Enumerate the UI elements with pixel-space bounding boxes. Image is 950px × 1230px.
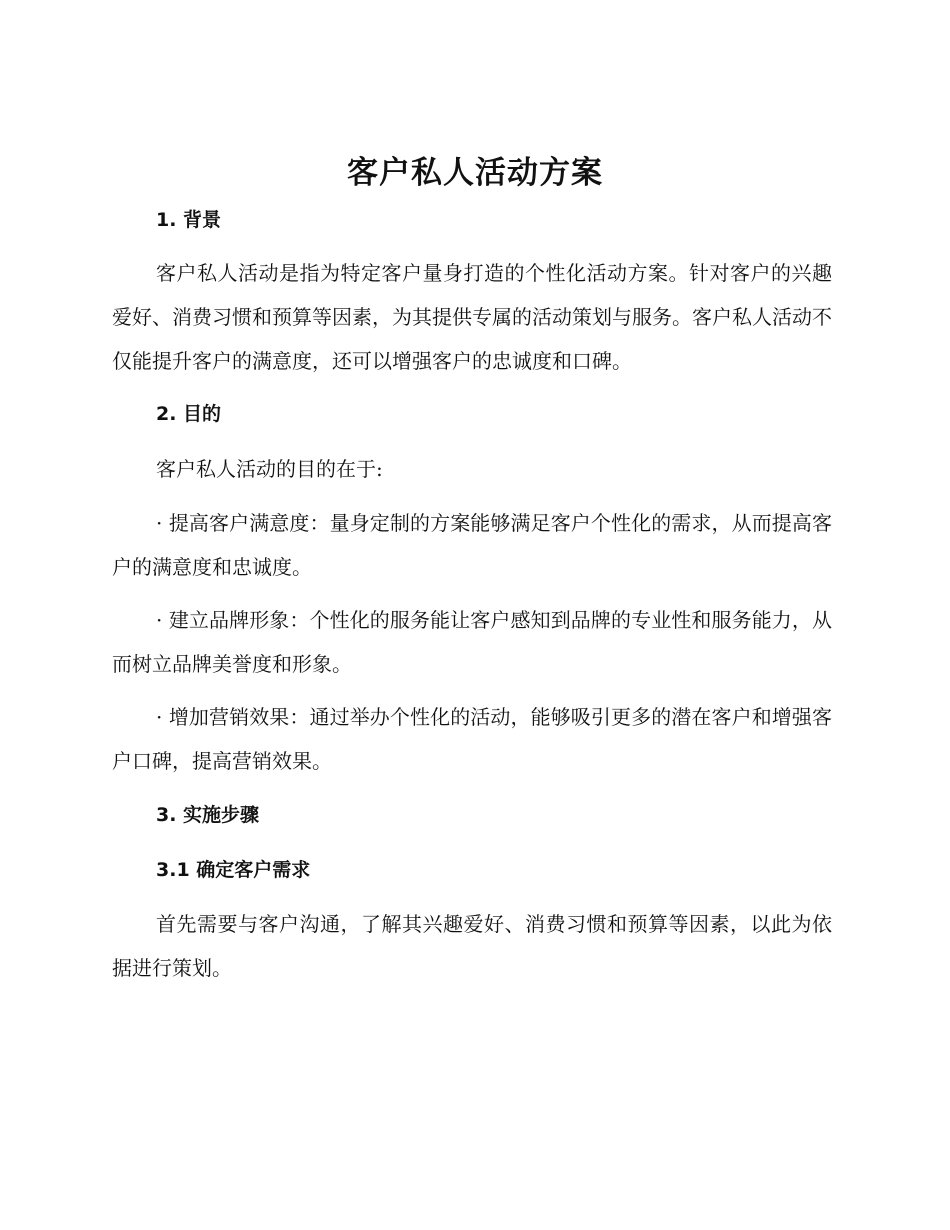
- section-heading-steps: 3. 实施步骤: [156, 804, 260, 826]
- purpose-intro: 客户私人活动的目的在于:: [156, 457, 383, 481]
- background-paragraph: 客户私人活动是指为特定客户量身打造的个性化活动方案。针对客户的兴趣爱好、消费习惯和预算等因素，为其提供专属的活动策划与服务。客户私人活动不仅能提升客户的满意度，还可以增强客户的忠诚度和口碑。: [112, 261, 832, 373]
- section-heading-purpose: 2. 目的: [156, 403, 222, 425]
- subsection-heading-customer-needs: 3.1 确定客户需求: [156, 859, 311, 881]
- purpose-bullet-1: · 提高客户满意度：量身定制的方案能够满足客户个性化的需求，从而提高客户的满意度和忠诚度。: [112, 511, 832, 579]
- purpose-bullet-2: · 建立品牌形象：个性化的服务能让客户感知到品牌的专业性和服务能力，从而树立品牌美誉度和形象。: [112, 608, 832, 676]
- document-title: 客户私人活动方案: [347, 155, 603, 191]
- purpose-bullet-3: · 增加营销效果：通过举办个性化的活动，能够吸引更多的潜在客户和增强客户口碑，提高营销效果。: [112, 705, 832, 773]
- section-heading-background: 1. 背景: [156, 209, 222, 231]
- customer-needs-paragraph: 首先需要与客户沟通，了解其兴趣爱好、消费习惯和预算等因素，以此为依据进行策划。: [112, 912, 832, 980]
